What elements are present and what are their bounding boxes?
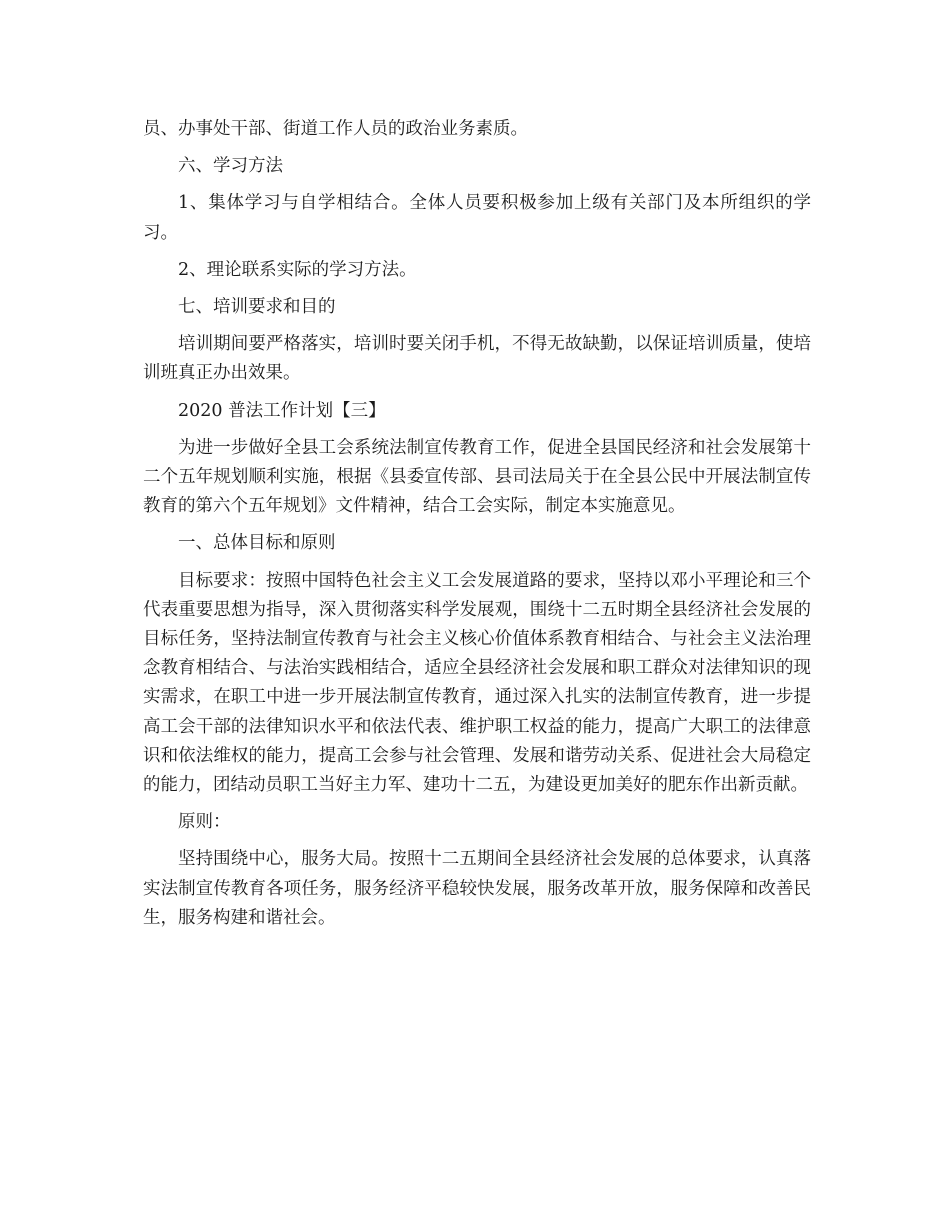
section-heading-overall-goals: 一、总体目标和原则 <box>178 533 336 554</box>
section-heading-study-method: 六、学习方法 <box>178 156 283 177</box>
plan-title: 2020 普法工作计划【三】 <box>178 400 386 421</box>
paragraph: 培训期间要严格落实，培训时要关闭手机，不得无故缺勤，以保证培训质量，使培训班真正办出效果。 <box>143 334 811 384</box>
document-body <box>143 115 811 941</box>
paragraph: 1、集体学习与自学相结合。全体人员要积极参加上级有关部门及本所组织的学习。 <box>143 193 811 243</box>
section-heading-training-requirements: 七、培训要求和目的 <box>178 297 336 318</box>
paragraph: 2、理论联系实际的学习方法。 <box>178 259 417 280</box>
paragraph: 目标要求：按照中国特色社会主义工会发展道路的要求，坚持以邓小平理论和三个代表重要思想为指导，深入贯彻落实科学发展观，围绕十二五时期全县经济社会发展的目标任务，坚持法制宣传教育与社会主义核心价值体系教育相结合、与社会主义法治理念教育相结合、与法治实践相结合，适应全县经济社会发展和职工群众对法律知识的现实需求，在职工中进一步开展法制宣传教育，通过深入扎实的法制宣传教育，进一步提高工会干部的法律知识水平和依法代表、维护职工权益的能力，提高广大职工的法律意识和依法维权的能力，提高工会参与社会管理、发展和谐劳动关系、促进社会大局稳定的能力，团结动员职工当好主力军、建功十二五，为建设更加美好的肥东作出新贡献。 <box>143 570 811 796</box>
paragraph: 为进一步做好全县工会系统法制宣传教育工作，促进全县国民经济和社会发展第十二个五年规划顺利实施，根据《县委宣传部、县司法局关于在全县公民中开展法制宣传教育的第六个五年规划》文件精神，结合工会实际，制定本实施意见。 <box>143 437 811 517</box>
paragraph: 坚持围绕中心，服务大局。按照十二五期间全县经济社会发展的总体要求，认真落实法制宣传教育各项任务，服务经济平稳较快发展，服务改革开放，服务保障和改善民生，服务构建和谐社会。 <box>143 849 811 928</box>
paragraph: 员、办事处干部、街道工作人员的政治业务素质。 <box>143 119 528 139</box>
principles-label: 原则： <box>178 812 231 833</box>
